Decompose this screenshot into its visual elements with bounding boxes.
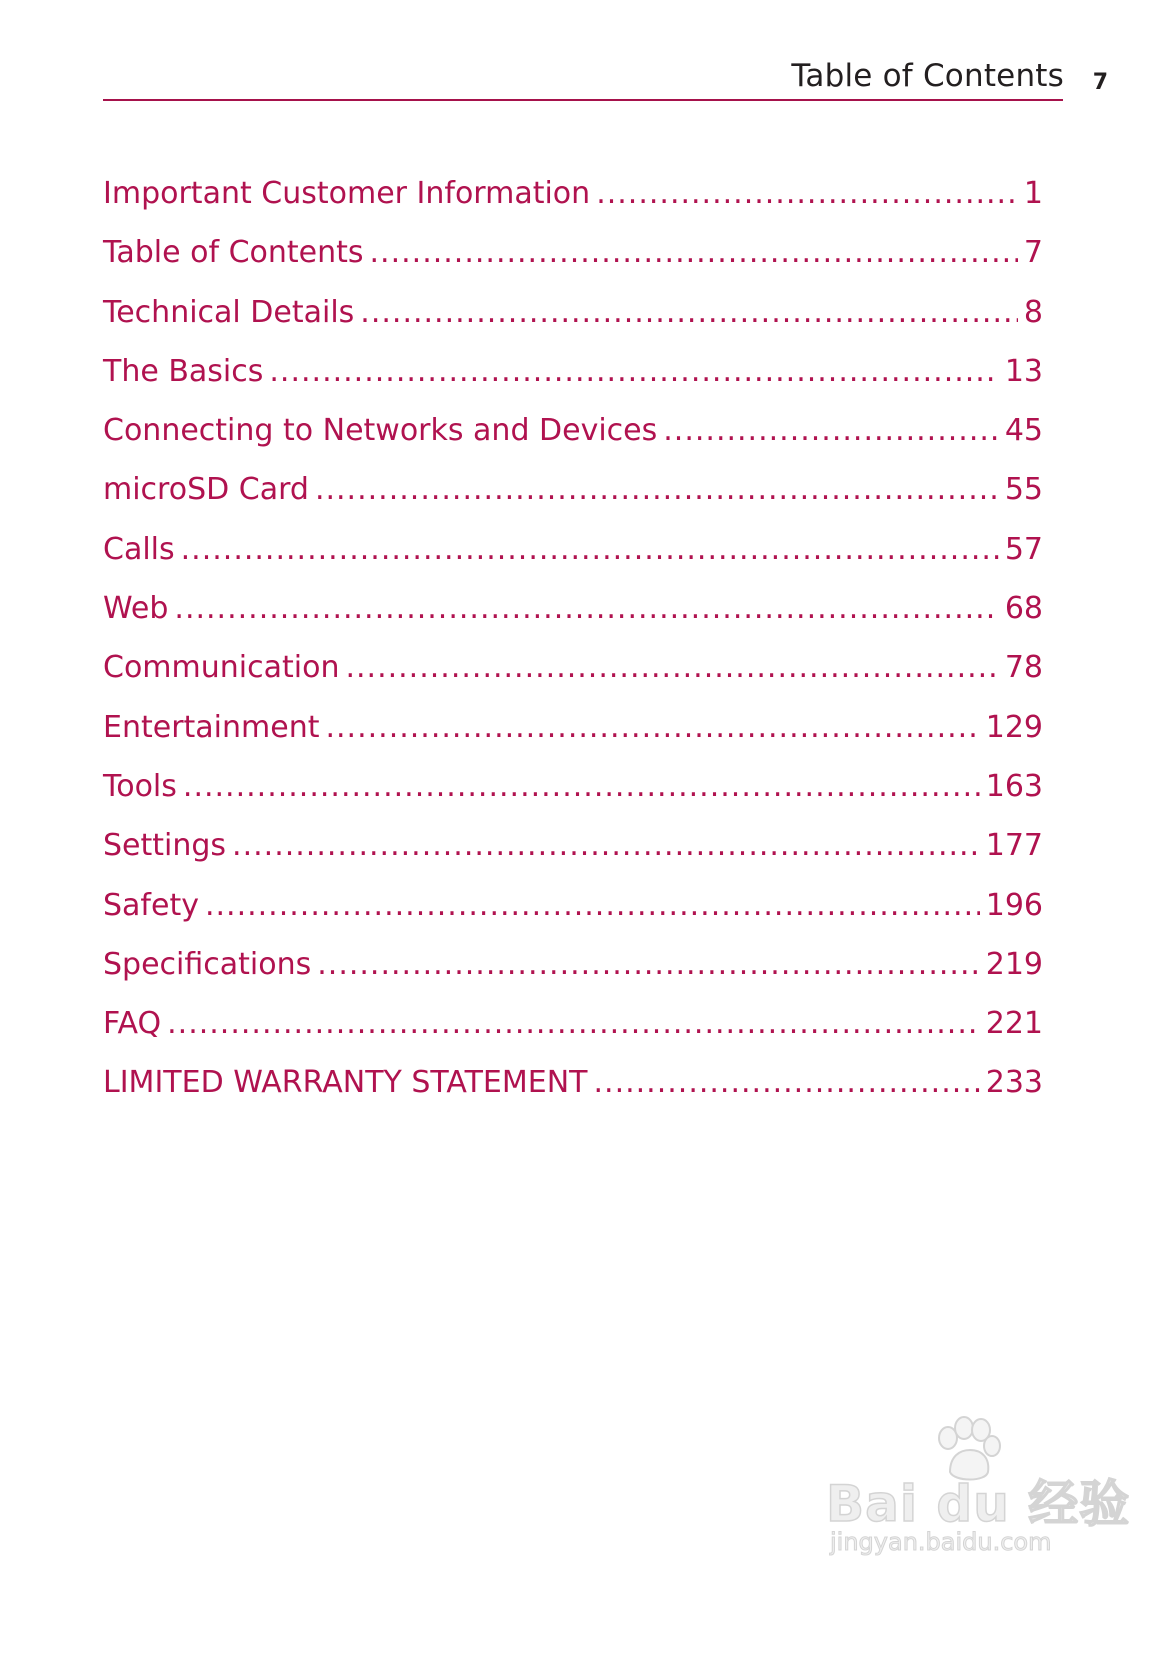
toc-entry-title: FAQ	[103, 1006, 162, 1042]
toc-entry[interactable]	[103, 947, 1043, 1006]
toc-dot-leader	[232, 828, 980, 863]
toc-entry-page: 196	[985, 887, 1043, 923]
toc-entry-title: Table of Contents	[103, 235, 364, 271]
toc-dot-leader	[360, 295, 1018, 330]
header-divider	[103, 99, 1063, 101]
toc-entry[interactable]	[103, 176, 1043, 235]
toc-entry-page: 7	[1023, 235, 1043, 271]
toc-entry-title: Calls	[103, 531, 175, 567]
toc-entry-title: Web	[103, 591, 169, 627]
toc-dot-leader	[317, 947, 979, 982]
toc-dot-leader	[315, 472, 999, 507]
watermark-url: jingyan.baidu.com	[830, 1528, 1052, 1556]
toc-entry-page: 78	[1004, 650, 1043, 686]
toc-dot-leader	[325, 710, 979, 745]
toc-entry[interactable]	[103, 413, 1043, 472]
toc-entry-page: 1	[1023, 176, 1043, 211]
toc-entry-title: Communication	[103, 650, 340, 686]
toc-entry-page: 8	[1023, 294, 1043, 330]
toc-entry-page: 129	[985, 709, 1043, 745]
toc-entry[interactable]	[103, 235, 1043, 294]
toc-entry-title: Entertainment	[103, 709, 320, 745]
page-header-title: Table of Contents	[791, 58, 1064, 94]
toc-entry[interactable]	[103, 472, 1043, 531]
toc-dot-leader	[370, 235, 1018, 270]
toc-dot-leader	[183, 769, 980, 804]
baidu-jingyan-watermark	[826, 1416, 1131, 1556]
toc-entry-page: 57	[1004, 531, 1043, 567]
toc-entry[interactable]	[103, 710, 1043, 769]
toc-entry-title: LIMITED WARRANTY STATEMENT	[103, 1065, 588, 1101]
toc-entry[interactable]	[103, 888, 1043, 947]
toc-entry-title: Settings	[103, 828, 227, 864]
toc-entry[interactable]	[103, 769, 1043, 828]
toc-entry-title: Connecting to Networks and Devices	[103, 413, 658, 449]
toc-entry-page: 163	[985, 768, 1043, 804]
toc-entry-page: 233	[985, 1065, 1043, 1101]
toc-dot-leader	[205, 888, 980, 923]
toc-entry[interactable]	[103, 591, 1043, 650]
toc-entry-title: The Basics	[103, 353, 264, 389]
toc-entry-page: 219	[985, 946, 1043, 982]
toc-entry[interactable]	[103, 295, 1043, 354]
watermark-brand: Bai du 经验	[826, 1475, 1131, 1533]
page-number: 7	[1092, 70, 1108, 95]
toc-dot-leader	[596, 176, 1018, 211]
toc-entry[interactable]	[103, 1065, 1043, 1124]
toc-entry-page: 68	[1004, 591, 1043, 627]
toc-entry-page: 45	[1004, 413, 1043, 449]
toc-entry[interactable]	[103, 354, 1043, 413]
toc-entry[interactable]	[103, 828, 1043, 887]
toc-entry-page: 55	[1004, 472, 1043, 508]
toc-entry-title: Tools	[103, 768, 177, 804]
toc-entry-title: Technical Details	[103, 294, 355, 330]
toc-dot-leader	[594, 1065, 980, 1100]
toc-entry-title: Safety	[103, 887, 199, 923]
toc-entry-title: Specifications	[103, 946, 312, 982]
toc-dot-leader	[269, 354, 998, 389]
toc-entry[interactable]	[103, 532, 1043, 591]
toc-entry-page: 177	[985, 828, 1043, 864]
toc-dot-leader	[181, 532, 999, 567]
toc-dot-leader	[345, 650, 998, 685]
toc-entry-title: microSD Card	[103, 472, 309, 508]
table-of-contents	[103, 176, 1043, 1125]
toc-dot-leader	[174, 591, 998, 626]
toc-entry[interactable]	[103, 650, 1043, 709]
toc-entry-page: 221	[985, 1006, 1043, 1042]
toc-dot-leader	[167, 1006, 980, 1041]
toc-entry-title: Important Customer Information	[103, 176, 591, 211]
toc-dot-leader	[663, 413, 999, 448]
toc-entry-page: 13	[1004, 353, 1043, 389]
toc-entry[interactable]	[103, 1006, 1043, 1065]
